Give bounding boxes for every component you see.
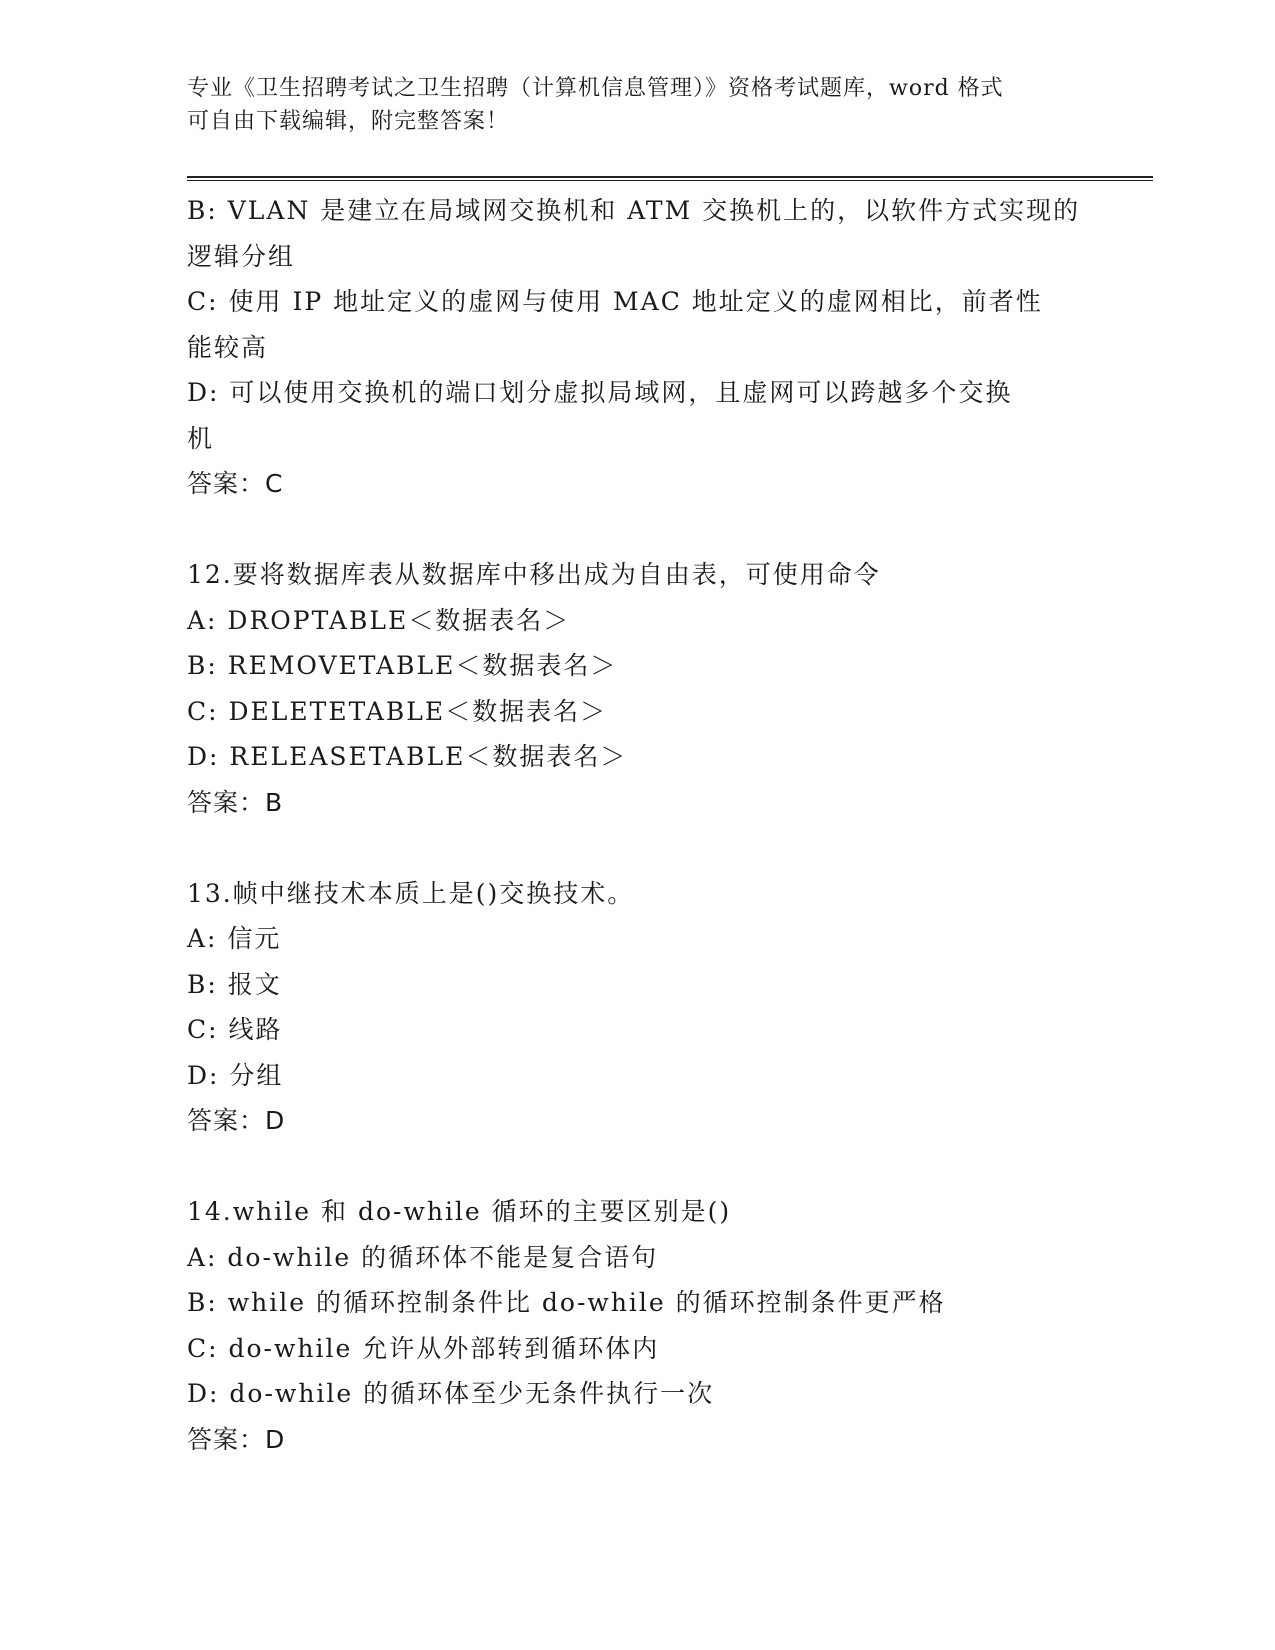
- question-12: [187, 552, 1087, 825]
- option-b: B: 报文: [187, 969, 282, 999]
- option-a: A: 信元: [187, 924, 282, 953]
- option-b: B: REMOVETABLE＜数据表名＞: [187, 651, 618, 680]
- question-text: 13.帧中继技术本质上是()交换技术。: [187, 878, 635, 908]
- question-13: [187, 871, 1087, 1144]
- question-text: 14.while 和 do-while 循环的主要区别是(): [187, 1197, 732, 1226]
- question-14: [187, 1189, 1087, 1462]
- option-a: A: DROPTABLE＜数据表名＞: [187, 605, 571, 635]
- spacer: [187, 825, 1087, 871]
- option-c: C: DELETETABLE＜数据表名＞: [187, 696, 608, 726]
- header-divider: [187, 176, 1153, 181]
- option-b-line2: 逻辑分组: [187, 241, 296, 271]
- spacer: [187, 507, 1087, 553]
- option-c: C: 线路: [187, 1015, 283, 1044]
- answer: 答案：D: [187, 1106, 286, 1135]
- option-c: C: do-while 允许从外部转到循环体内: [187, 1333, 660, 1363]
- question-text: 12.要将数据库表从数据库中移出成为自由表，可使用命令: [187, 560, 881, 589]
- question-11: [187, 188, 1087, 507]
- page-header: [187, 72, 1087, 138]
- answer: 答案：D: [187, 1424, 286, 1454]
- option-d-line1: D: 可以使用交换机的端口划分虚拟局域网，且虚网可以跨越多个交换: [187, 378, 1013, 407]
- spacer: [187, 1144, 1087, 1190]
- option-a: A: do-while 的循环体不能是复合语句: [187, 1242, 659, 1272]
- option-d: D: do-while 的循环体至少无条件执行一次: [187, 1379, 715, 1408]
- question-list: [187, 188, 1087, 1462]
- header-title-line1: 专业《卫生招聘考试之卫生招聘（计算机信息管理）》资格考试题库，word 格式: [187, 76, 1004, 101]
- option-d: D: 分组: [187, 1060, 284, 1090]
- option-d: D: RELEASETABLE＜数据表名＞: [187, 742, 628, 771]
- option-c-line1: C: 使用 IP 地址定义的虚网与使用 MAC 地址定义的虚网相比，前者性: [187, 287, 1043, 316]
- option-c-line2: 能较高: [187, 332, 269, 362]
- answer: 答案：C: [187, 469, 284, 498]
- option-b-line1: B: VLAN 是建立在局域网交换机和 ATM 交换机上的，以软件方式实现的: [187, 196, 1081, 225]
- option-b: B: while 的循环控制条件比 do-while 的循环控制条件更严格: [187, 1288, 946, 1317]
- header-title-line2: 可自由下载编辑，附完整答案！: [187, 109, 510, 134]
- answer: 答案：B: [187, 787, 284, 817]
- option-d-line2: 机: [187, 423, 215, 453]
